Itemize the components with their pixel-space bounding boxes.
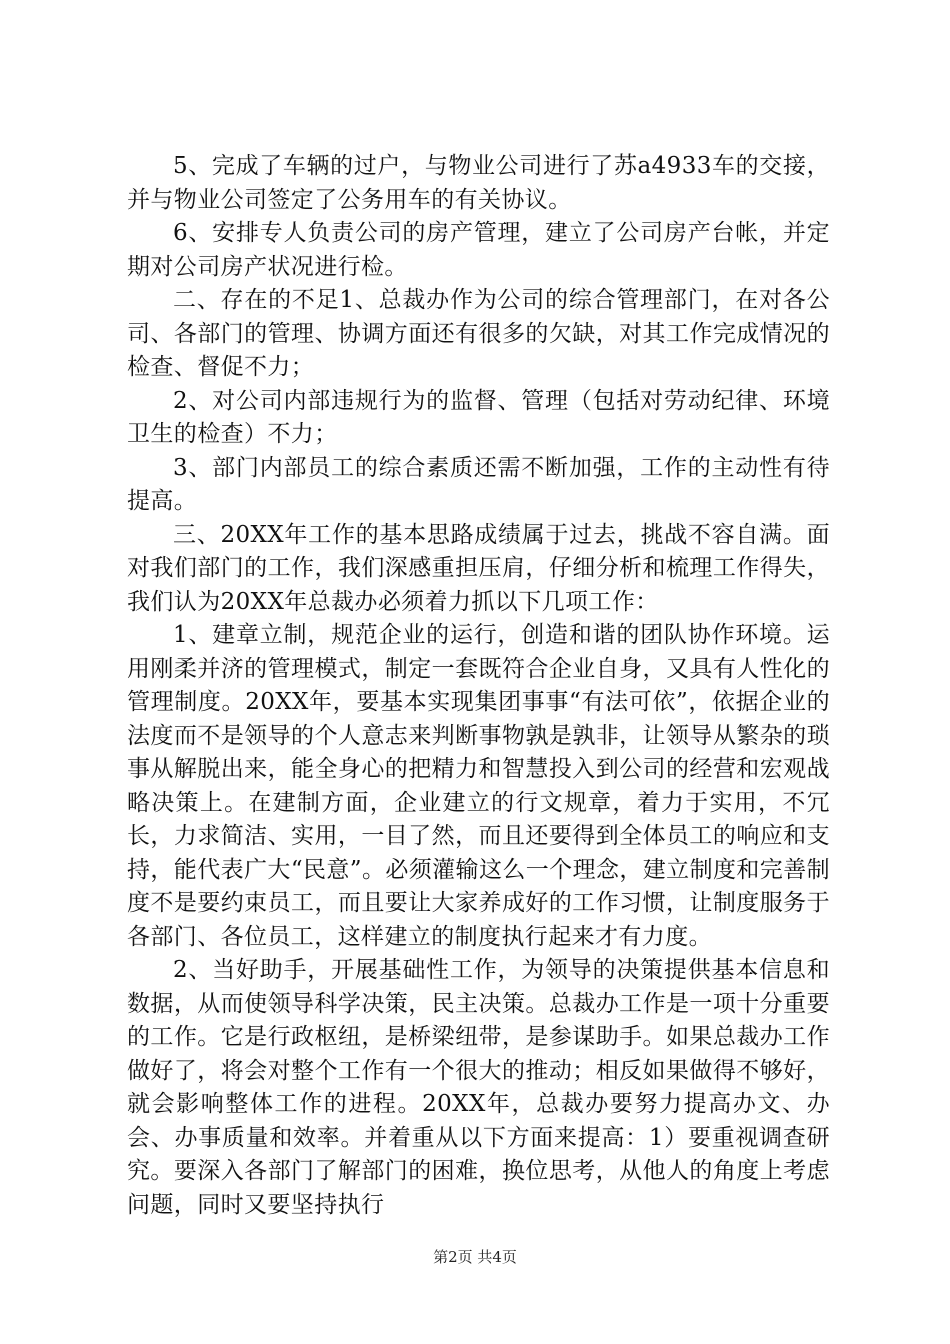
document-body (127, 150, 830, 1222)
paragraph-vehicle-transfer: 5、完成了车辆的过户，与物业公司进行了苏a4933车的交接，并与物业公司签定了公务用车的有关协议。 (127, 153, 830, 213)
paragraph-property-management: 6、安排专人负责公司的房产管理，建立了公司房产台帐，并定期对公司房产状况进行检。 (127, 220, 830, 280)
paragraph-shortcomings: 二、存在的不足1、总裁办作为公司的综合管理部门，在对各公司、各部门的管理、协调方面还有很多的欠缺，对其工作完成情况的检查、督促不力； (127, 287, 830, 380)
page-footer: 第2页 共4页 (433, 1248, 517, 1266)
paragraph-rules-system: 1、建章立制，规范企业的运行，创造和谐的团队协作环境。运用刚柔并济的管理模式，制定一套既符合企业自身，又具有人性化的管理制度。20XX年，要基本实现集团事事“有法可依”，依据企业的法度而不是领导的个人意志来判断事物孰是孰非，让领导从繁杂的琐事从解脱出来，能全身心的把精力和智慧投入到公司的经营和宏观战略决策上。在建制方面，企业建立的行文规章，着力于实用，不冗长，力求简洁、实用，一目了然，而且还要得到全体员工的响应和支持，能代表广大“民意”。必须灌输这么一个理念，建立制度和完善制度不是要约束员工，而且要让大家养成好的工作习惯，让制度服务于各部门、各位员工，这样建立的制度执行起来才有力度。 (127, 622, 830, 950)
paragraph-supervision: 2、对公司内部违规行为的监督、管理（包括对劳动纪律、环境卫生的检查）不力； (127, 387, 830, 447)
paragraph-staff-quality: 3、部门内部员工的综合素质还需不断加强，工作的主动性有待提高。 (127, 454, 830, 514)
paragraph-assistant-role: 2、当好助手，开展基础性工作，为领导的决策提供基本信息和数据，从而使领导科学决策，民主决策。总裁办工作是一项十分重要的工作。它是行政枢纽，是桥梁纽带，是参谋助手。如果总裁办工作做好了，将会对整个工作有一个很大的推动；相反如果做得不够好，就会影响整体工作的进程。20XX年，总裁办要努力提高办文、办会、办事质量和效率。并着重从以下方面来提高：1）要重视调查研究。要深入各部门了解部门的困难，换位思考，从他人的角度上考虑问题，同时又要坚持执行 (127, 957, 830, 1218)
paragraph-work-plan-intro: 三、20XX年工作的基本思路成绩属于过去，挑战不容自满。面对我们部门的工作，我们深感重担压肩，仔细分析和梳理工作得失，我们认为20XX年总裁办必须着力抓以下几项工作： (127, 521, 830, 615)
